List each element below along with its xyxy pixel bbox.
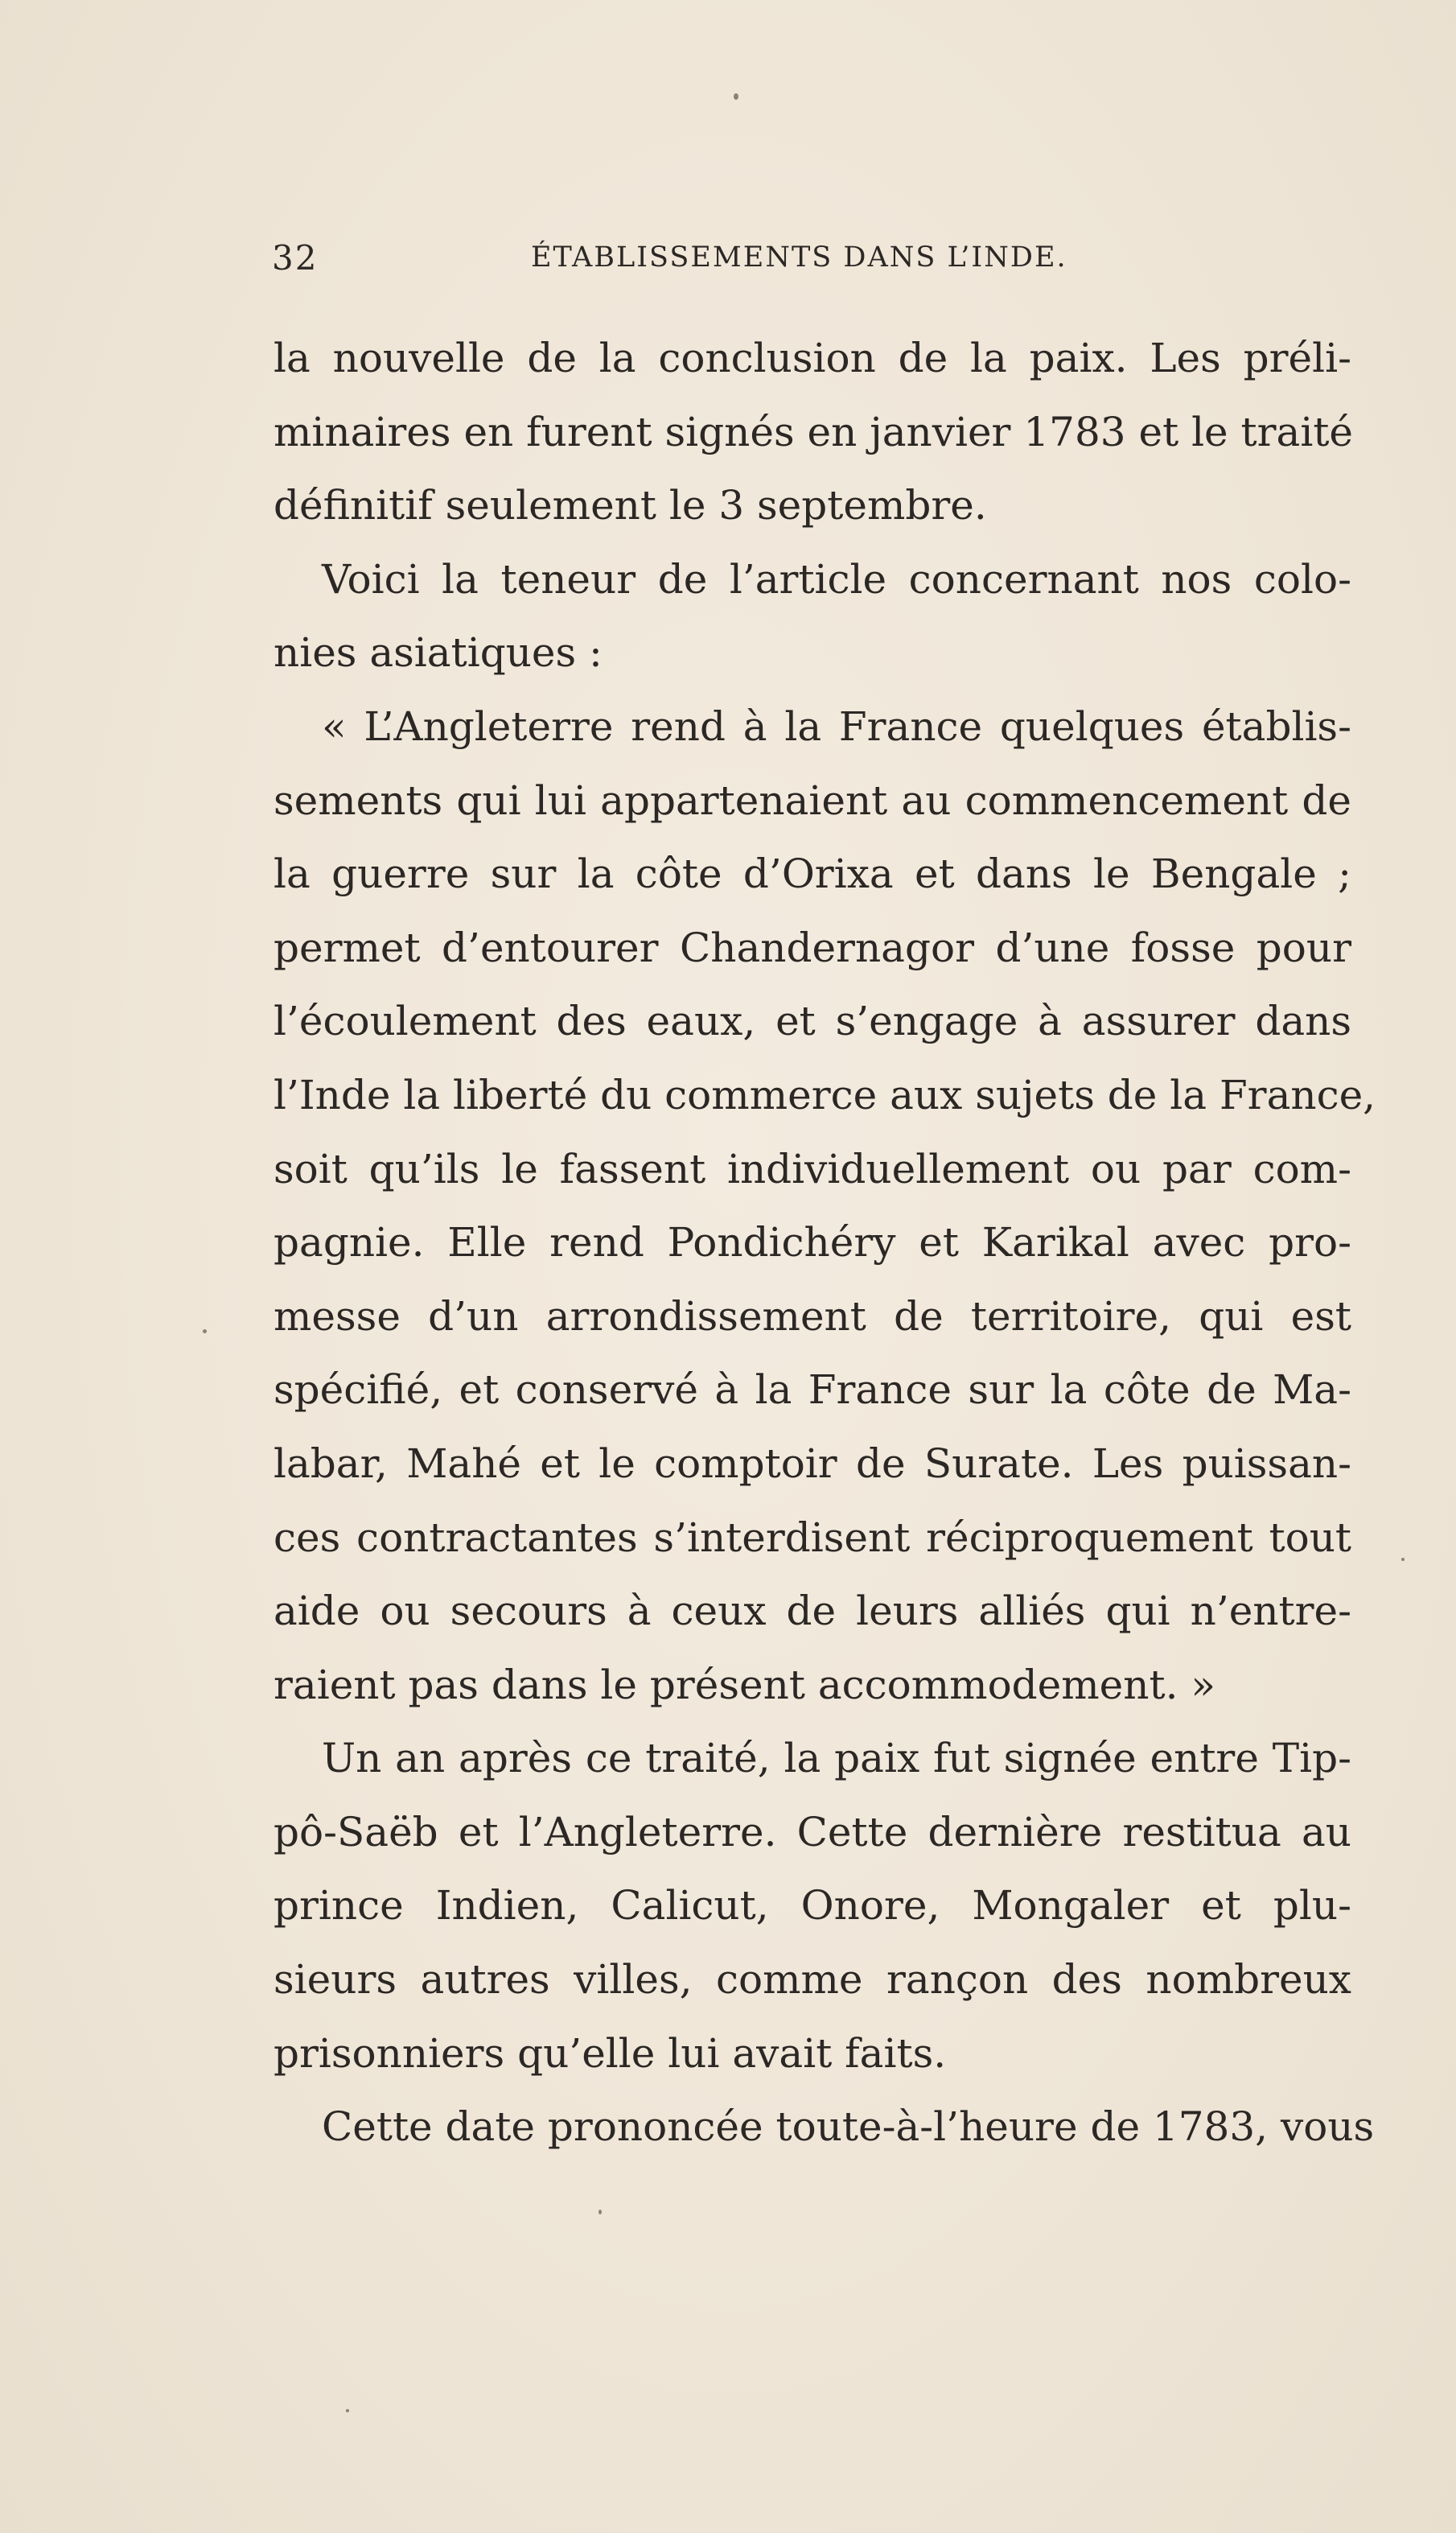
paper-speck: [734, 93, 738, 100]
text-line: « L’Angleterre rend à la France quelques établis-: [322, 702, 1351, 750]
page-header: [272, 238, 1350, 286]
text-line: raient pas dans le présent accommodement. »: [274, 1661, 1215, 1708]
text-line: aide ou secours à ceux de leurs alliés qui n’entre-: [274, 1588, 1351, 1635]
text-line: pô-Saëb et l’Angleterre. Cette dernière restitua au: [274, 1808, 1351, 1855]
text-line: la nouvelle de la conclusion de la paix. Les préli-: [274, 335, 1351, 381]
paper-speck: [1401, 1558, 1405, 1561]
text-line: pagnie. Elle rend Pondichéry et Karikal avec pro-: [274, 1219, 1351, 1266]
text-line: permet d’entourer Chandernagor d’une fosse pour: [274, 924, 1351, 971]
text-line: labar, Mahé et le comptoir de Surate. Les puissan-: [274, 1439, 1351, 1487]
text-line: nies asiatiques :: [274, 629, 603, 677]
text-line: Un an après ce traité, la paix fut signée entre Tip-: [322, 1735, 1351, 1782]
text-line: prince Indien, Calicut, Onore, Mongaler et plu-: [274, 1882, 1351, 1930]
text-line: définitif seulement le 3 septembre.: [274, 482, 987, 529]
body-text: [274, 322, 1376, 2164]
paper-speck: [346, 2409, 349, 2412]
text-line: sements qui lui appartenaient au commencement de: [274, 776, 1351, 824]
text-line: minaires en furent signés en janvier 1783 et le traité: [274, 408, 1354, 455]
text-line: l’Inde la liberté du commerce aux sujets de la France,: [274, 1071, 1376, 1118]
text-line: soit qu’ils le fassent individuellement ou par com-: [274, 1145, 1351, 1192]
text-line: Cette date prononcée toute-à-l’heure de 1783, vous: [322, 2103, 1375, 2151]
text-line: l’écoulement des eaux, et s’engage à assurer dans: [274, 998, 1351, 1045]
text-line: Voici la teneur de l’article concernant nos colo-: [322, 555, 1351, 603]
text-line: la guerre sur la côte d’Orixa et dans le Bengale ;: [274, 851, 1351, 898]
running-title: ÉTABLISSEMENTS DANS L’INDE.: [531, 241, 1067, 274]
text-line: prisonniers qu’elle lui avait faits.: [274, 2029, 947, 2077]
text-line: spécifié, et conservé à la France sur la côte de Ma-: [274, 1366, 1351, 1414]
page-number: 32: [272, 238, 319, 278]
text-line: sieurs autres villes, comme rançon des nombreux: [274, 1956, 1351, 2004]
text-line: ces contractantes s’interdisent réciproquement tout: [274, 1514, 1351, 1561]
text-line: messe d’un arrondissement de territoire, qui est: [274, 1292, 1351, 1340]
paper-speck: [598, 2210, 602, 2214]
paper-speck: [203, 1329, 207, 1333]
